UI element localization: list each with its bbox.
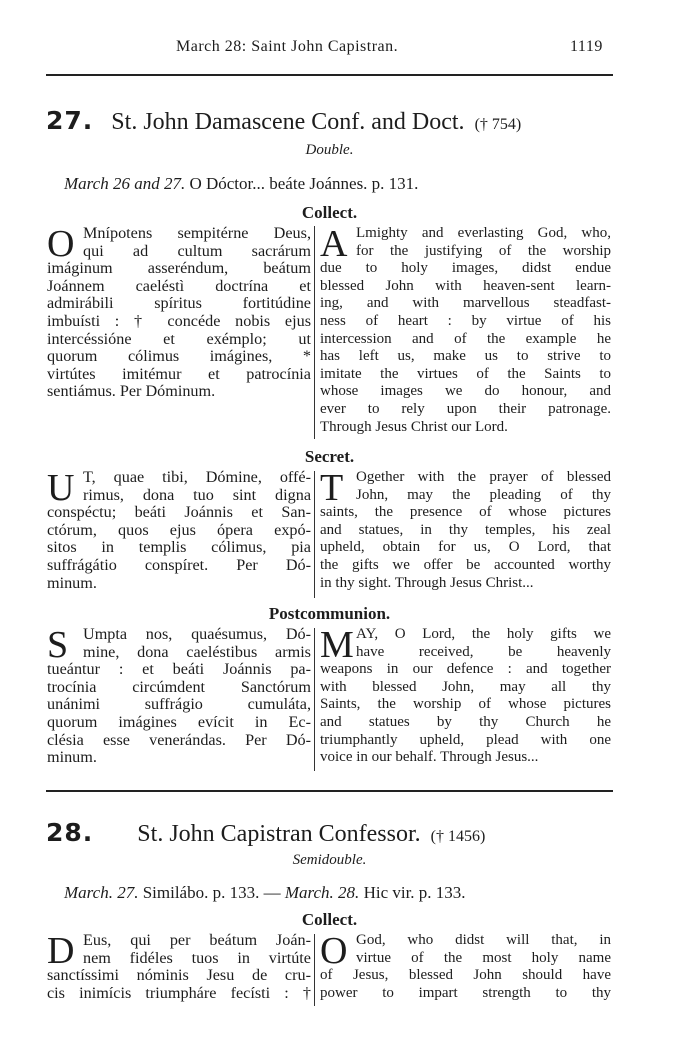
- text-line: quorum imágines evícit in Ec-: [47, 712, 311, 731]
- drop-capital: A: [320, 223, 348, 265]
- drop-capital: T: [320, 467, 344, 509]
- column-divider: [314, 628, 315, 771]
- text-line: whose images we do honour, and: [320, 383, 611, 400]
- text-line: qui ad cultum sacrárum: [83, 241, 311, 260]
- drop-capital: S: [47, 624, 69, 666]
- text-line: virtue of the most holy name: [356, 949, 611, 966]
- feast-date: († 754): [474, 116, 522, 133]
- secret-latin: [47, 469, 311, 592]
- text-line: ness of heart : by virtue of his: [320, 312, 611, 329]
- text-line: Umpta nos, quaésumus, Dó-: [83, 625, 311, 643]
- text-line: blessed John with heaven-sent learn-: [320, 277, 611, 294]
- text-line: ever to rely upon their patronage.: [320, 400, 611, 417]
- drop-capital: O: [47, 223, 75, 265]
- column-divider: [314, 226, 315, 439]
- feast-title: St. John Damascene Conf. and Doct.: [111, 109, 465, 135]
- text-line: rimus, dona tuo sint digna: [83, 485, 311, 504]
- text-line: power to impart strength to thy: [320, 984, 611, 1001]
- text-line: sentiámus. Per Dóminum.: [47, 382, 216, 401]
- text-line: triumphantly upheld, plead with one: [320, 731, 611, 748]
- drop-capital: U: [47, 467, 75, 509]
- text-line: Joánnem caeléstì doctrína et: [47, 276, 311, 295]
- postcommunion-latin: [47, 626, 311, 767]
- text-line: John, may the pleading of thy: [356, 486, 611, 503]
- collect-heading: Collect.: [301, 910, 358, 929]
- postcommunion-english: [320, 626, 611, 767]
- collect-english: [320, 225, 611, 436]
- feast-rank: Semidouble.: [292, 852, 367, 868]
- feast-rank: Double.: [305, 142, 354, 158]
- text-line: AY, O Lord, the holy gifts we: [356, 626, 611, 642]
- secret-heading: Secret.: [304, 447, 355, 466]
- drop-capital: M: [320, 624, 354, 666]
- text-line: for the justifying of the worship: [356, 242, 611, 259]
- text-line: and statues, in thy temples, his zeal: [320, 521, 611, 538]
- text-line: minum.: [47, 573, 97, 592]
- running-head-title: March 28: Saint John Capistran.: [176, 38, 399, 55]
- text-line: have received, be heavenly: [356, 643, 611, 660]
- text-line: mine, dona caeléstibus armis: [83, 642, 311, 661]
- text-line: cis inimícis triumpháre fecísti : †: [47, 983, 311, 1002]
- collect-latin: [47, 932, 311, 1002]
- text-line: quorum cólimus imágines, *: [47, 347, 311, 366]
- text-line: weapons in our defence : and together: [320, 661, 611, 678]
- text-line: minum.: [47, 748, 97, 767]
- text-line: virtútes imitémur et patrocínia: [47, 364, 311, 383]
- text-line: conspéctu; beáti Joánnis et San-: [47, 503, 311, 522]
- text-line: imitate the virtues of the Saints to: [320, 365, 611, 382]
- text-line: trocínia circúmdent Sanctórum: [47, 677, 311, 696]
- text-line: ctórum, quos ejus ópera expó-: [47, 520, 311, 539]
- text-line: intercéssióne et exémplo; ut: [47, 329, 311, 348]
- text-line: and statues by thy Church he: [320, 713, 611, 730]
- text-line: sitos in templis cólimus, pia: [47, 538, 311, 557]
- text-line: imbuísti : † concéde nobis ejus: [47, 311, 311, 330]
- reference-text: Hic vir. p. 133.: [363, 883, 466, 902]
- drop-capital: D: [47, 930, 75, 972]
- reference-text: O Dóctor... beáte Joánnes. p. 131.: [189, 174, 419, 193]
- text-line: due to holy images, didst endue: [320, 260, 611, 277]
- text-line: nem fidéles tuos in virtúte: [83, 948, 311, 967]
- text-line: Mnípotens sempitérne Deus,: [83, 224, 311, 242]
- text-line: admirábili spíritus fortitúdine: [47, 294, 311, 313]
- secret-english: [320, 469, 611, 592]
- feast-date: († 1456): [430, 828, 486, 845]
- reference-date: March. 27.: [64, 883, 139, 902]
- text-line: upheld, obtain for us, O Lord, that: [320, 539, 611, 556]
- reference-date: March 26 and 27.: [64, 174, 186, 193]
- text-line: unánimi suffrágio cumuláta,: [47, 695, 311, 714]
- text-line: with blessed John, may all thy: [320, 678, 611, 695]
- running-head: [0, 38, 675, 58]
- feast-number: 27.: [46, 106, 94, 135]
- text-line: voice in our behalf. Through Jesus...: [320, 749, 539, 766]
- text-line: Lmighty and everlasting God, who,: [356, 225, 611, 241]
- text-line: Through Jesus Christ our Lord.: [320, 418, 508, 435]
- page-number: 1119: [570, 38, 603, 55]
- reference-text: Similábo. p. 133. —: [142, 883, 281, 902]
- collect-english: [320, 932, 611, 1002]
- feast-reference: [64, 174, 418, 194]
- text-line: clésia esse venerándas. Per Dó-: [47, 730, 311, 749]
- text-line: in thy sight. Through Jesus Christ...: [320, 574, 534, 591]
- text-line: of Jesus, blessed John should have: [320, 967, 611, 984]
- feast-number: 28.: [46, 818, 94, 847]
- text-line: tueántur : et beáti Joánnis pa-: [47, 660, 311, 679]
- reference-date: March. 28.: [284, 883, 360, 902]
- collect-heading: Collect.: [301, 203, 358, 222]
- text-line: Ogether with the prayer of blessed: [356, 469, 611, 485]
- feast-reference: [64, 883, 466, 903]
- header-rule: [46, 74, 613, 76]
- feast-28-heading: [46, 818, 613, 848]
- column-divider: [314, 934, 315, 1006]
- section-rule: [46, 790, 613, 792]
- text-line: sanctíssimi nóminis Jesu de cru-: [47, 966, 311, 985]
- text-line: T, quae tibi, Dómine, offé-: [83, 468, 311, 486]
- text-line: Saints, the worship of whose pictures: [320, 696, 611, 713]
- text-line: suffrágátio conspíret. Per Dó-: [47, 555, 311, 574]
- text-line: imáginum asseréndum, beátum: [47, 259, 311, 278]
- text-line: the gifts we offer be accounted worthy: [320, 556, 611, 573]
- drop-capital: O: [320, 930, 348, 972]
- postcommunion-heading: Postcommunion.: [268, 604, 391, 623]
- text-line: has left us, make us to strive to: [320, 348, 611, 365]
- feast-27-heading: [46, 106, 613, 136]
- column-divider: [314, 471, 315, 598]
- feast-title: St. John Capistran Confessor.: [137, 821, 421, 847]
- text-line: ing, and with marvellous steadfast-: [320, 295, 611, 312]
- text-line: Eus, qui per beátum Joán-: [83, 931, 311, 949]
- text-line: saints, the presence of whose pictures: [320, 504, 611, 521]
- text-line: God, who didst will that, in: [356, 932, 611, 948]
- text-line: intercession and of the example he: [320, 330, 611, 347]
- collect-latin: [47, 225, 311, 401]
